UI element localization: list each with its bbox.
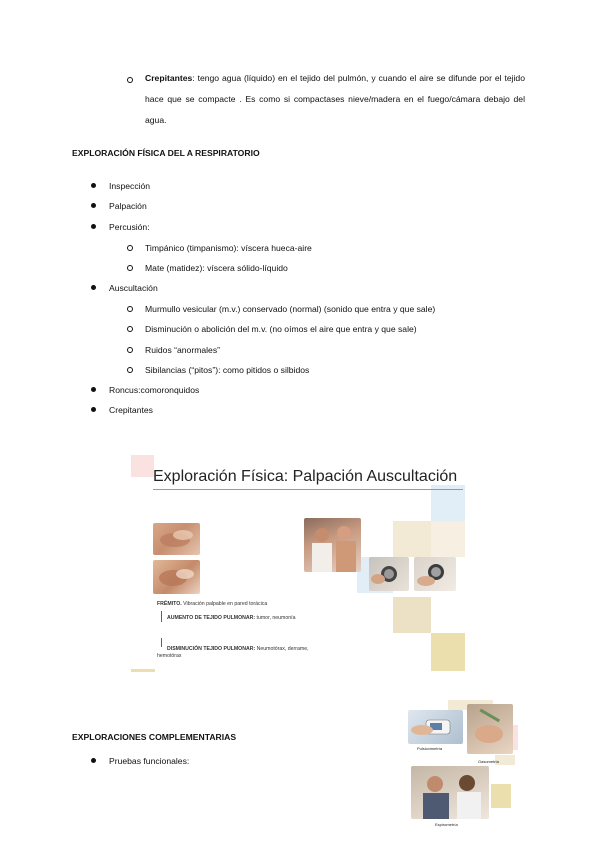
aumento-label: AUMENTO DE TEJIDO PULMONAR: bbox=[167, 615, 256, 621]
list-item: Roncus:comoronquidos bbox=[109, 385, 200, 395]
list-subitem: Timpánico (timpanismo): víscera hueca-aire bbox=[145, 243, 312, 253]
caption-espirometria: Espirometría bbox=[435, 822, 458, 827]
decor-square bbox=[131, 669, 155, 672]
bullet-dot-icon bbox=[91, 758, 96, 763]
stethoscope-photo bbox=[414, 557, 456, 591]
bullet-circle-icon bbox=[127, 326, 133, 332]
crepitantes-text: : tengo agua (líquido) en el tejido del pulmón, y cuando el aire se difunde por el tejido hace que se compacte . Es como si compactases nieve/madera en el fuego/cámara debajo del agua. bbox=[145, 73, 525, 125]
bullet-dot-icon bbox=[91, 285, 96, 290]
pulse-oximeter-icon bbox=[408, 710, 463, 744]
decor-square bbox=[393, 597, 431, 633]
fremito-label: FRÉMITO. bbox=[157, 601, 182, 607]
pulsioximetria-photo bbox=[408, 710, 463, 744]
list-subitem: Mate (matidez): víscera sólido-líquido bbox=[145, 263, 288, 273]
bullet-dot-icon bbox=[91, 224, 96, 229]
decor-square bbox=[431, 521, 465, 557]
caption-gasometria: Gasometría bbox=[478, 759, 499, 764]
stethoscope-icon bbox=[369, 557, 409, 591]
decor-square bbox=[131, 455, 154, 477]
complementary-tests-image bbox=[405, 700, 520, 830]
bullet-circle-icon bbox=[127, 306, 133, 312]
bullet-circle-icon bbox=[127, 347, 133, 353]
bullet-dot-icon bbox=[91, 203, 96, 208]
slide-title: Exploración Física: Palpación Auscultación bbox=[153, 468, 458, 485]
palpation-photo bbox=[153, 560, 200, 594]
list-item: Pruebas funcionales: bbox=[109, 756, 190, 766]
stethoscope-icon bbox=[414, 557, 456, 591]
bullet-circle-icon bbox=[127, 245, 133, 251]
gasometria-photo bbox=[467, 704, 513, 754]
blue-rule bbox=[161, 638, 162, 647]
disminucion-label: DISMINUCIÓN TEJIDO PULMONAR: bbox=[167, 646, 256, 652]
list-item: Percusión: bbox=[109, 222, 150, 232]
list-subitem: Murmullo vesicular (m.v.) conservado (normal) (sonido que entra y que sale) bbox=[145, 304, 436, 314]
bullet-circle-icon bbox=[127, 367, 133, 373]
list-item: Crepitantes bbox=[109, 405, 153, 415]
blue-rule bbox=[161, 611, 162, 622]
palpation-photo bbox=[153, 523, 200, 555]
bullet-dot-icon bbox=[91, 407, 96, 412]
decor-square bbox=[431, 485, 465, 521]
crepitantes-paragraph bbox=[145, 68, 525, 131]
bullet-circle-icon bbox=[127, 77, 133, 83]
slide-title-rule bbox=[153, 489, 463, 490]
decor-square bbox=[491, 784, 511, 808]
list-subitem: Ruidos “anormales” bbox=[145, 345, 220, 355]
spirometry-icon bbox=[411, 766, 489, 819]
slide-image bbox=[131, 455, 469, 675]
espirometria-photo bbox=[411, 766, 489, 819]
auscultation-photo bbox=[304, 518, 361, 572]
disminucion-text-2: hemotórax bbox=[157, 653, 182, 659]
disminucion-desc: Neumotórax, derrame, bbox=[255, 646, 309, 652]
list-item: Auscultación bbox=[109, 283, 158, 293]
stethoscope-photo bbox=[369, 557, 409, 591]
section-heading-exploraciones-complementarias: EXPLORACIONES COMPLEMENTARIAS bbox=[72, 732, 237, 742]
hand-syringe-icon bbox=[467, 704, 513, 754]
disminucion-text bbox=[167, 646, 309, 653]
list-subitem: Disminución o abolición del m.v. (no oímos el aire que entra y que sale) bbox=[145, 324, 417, 334]
list-item: Inspección bbox=[109, 181, 151, 191]
hands-icon bbox=[153, 523, 200, 555]
aumento-desc: tumor, neumonía bbox=[255, 615, 296, 621]
section-heading-exploracion-fisica: EXPLORACIÓN FÍSICA DEL A RESPIRATORIO bbox=[72, 148, 260, 158]
crepitantes-term: Crepitantes bbox=[145, 73, 193, 83]
list-item: Palpación bbox=[109, 201, 147, 211]
caption-pulsioximetria: Pulsioximetría bbox=[417, 746, 443, 751]
list-subitem: Sibilancias (“pitos”): como pitidos o silbidos bbox=[145, 365, 310, 375]
bullet-dot-icon bbox=[91, 387, 96, 392]
decor-square bbox=[393, 521, 431, 557]
doctor-patient-icon bbox=[304, 518, 361, 572]
fremito-text bbox=[157, 601, 267, 608]
aumento-text bbox=[167, 615, 295, 622]
bullet-dot-icon bbox=[91, 183, 96, 188]
fremito-desc: Vibración palpable en pared torácica bbox=[181, 601, 268, 607]
bullet-circle-icon bbox=[127, 265, 133, 271]
hands-icon bbox=[153, 560, 200, 594]
decor-square bbox=[431, 633, 465, 671]
